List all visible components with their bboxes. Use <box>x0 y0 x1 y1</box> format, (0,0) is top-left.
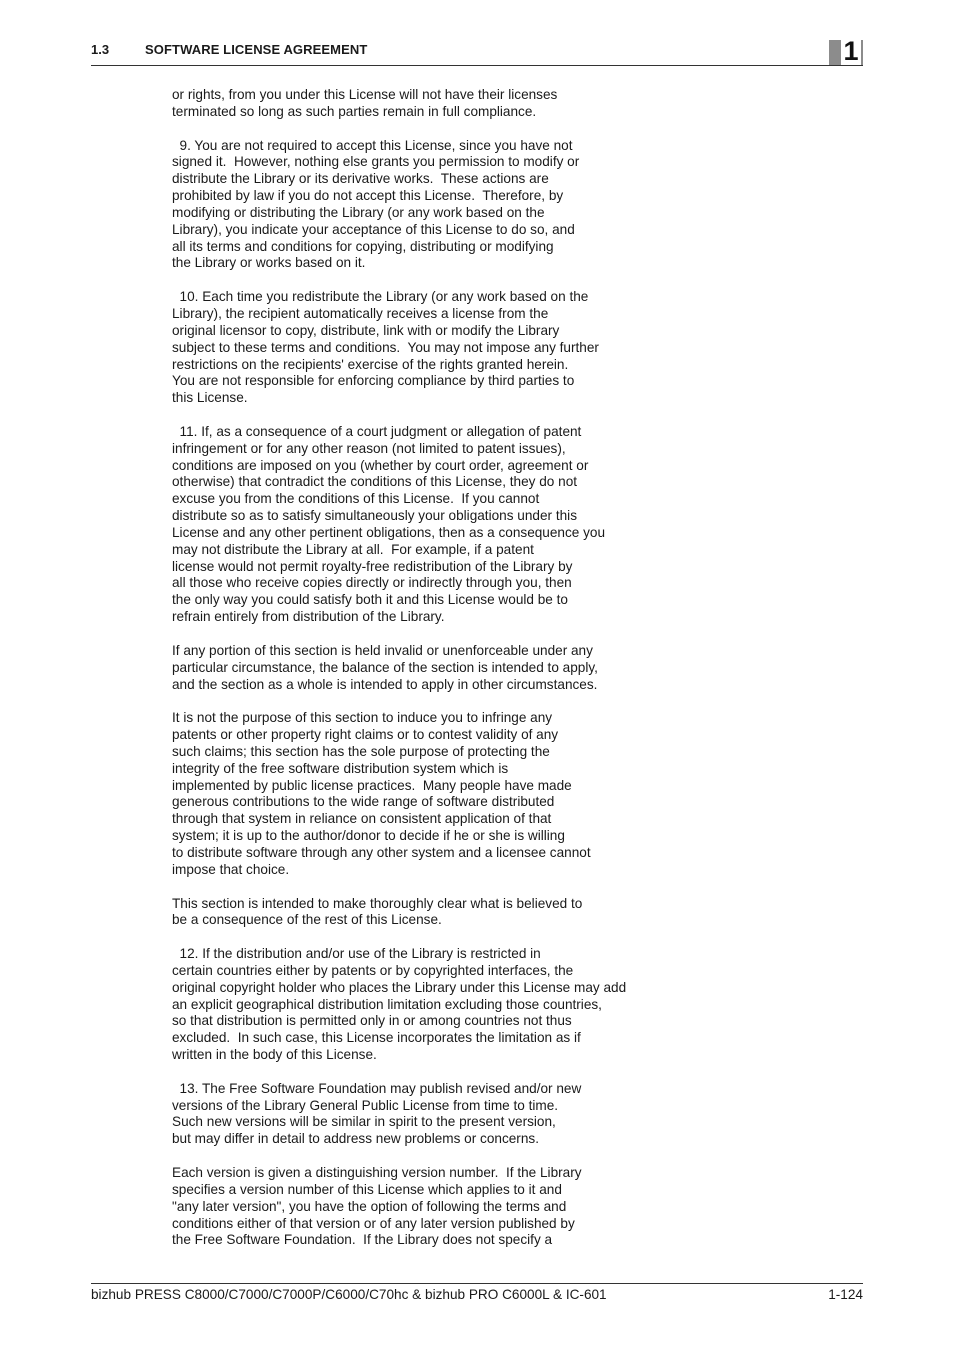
footer-product-name: bizhub PRESS C8000/C7000/C7000P/C6000/C70hc & bizhub PRO C6000L & IC-601 <box>91 1287 607 1302</box>
text-line: implemented by public license practices. Many people have made <box>172 777 572 793</box>
paragraph <box>172 424 672 626</box>
text-line: conditions are imposed on you (whether by court order, agreement or <box>172 457 589 473</box>
page-number: 1-124 <box>828 1287 863 1302</box>
text-line: It is not the purpose of this section to induce you to infringe any <box>172 710 553 726</box>
text-line: or rights, from you under this License will not have their licenses <box>172 87 558 102</box>
text-line: and the section as a whole is intended to apply in other circumstances. <box>172 676 598 692</box>
text-line: 13. The Free Software Foundation may publish revised and/or new <box>172 1080 582 1096</box>
text-line: original licensor to copy, distribute, link with or modify the Library <box>172 322 560 338</box>
text-line: conditions either of that version or of any later version published by <box>172 1215 575 1231</box>
text-line: 12. If the distribution and/or use of the Library is restricted in <box>172 946 541 962</box>
text-line: Each version is given a distinguishing version number. If the Library <box>172 1165 582 1180</box>
text-line: Library), the recipient automatically receives a license from the <box>172 305 549 321</box>
text-line: to distribute software through any other system and a licensee cannot <box>172 844 591 860</box>
page-footer <box>91 1283 863 1313</box>
page-header <box>91 36 863 66</box>
text-line: otherwise) that contradict the conditions of this License, they do not <box>172 474 578 490</box>
text-line: signed it. However, nothing else grants you permission to modify or <box>172 154 580 170</box>
text-line: modifying or distributing the Library (or any work based on the <box>172 204 545 220</box>
text-line: written in the body of this License. <box>172 1047 377 1063</box>
header-rule <box>91 65 863 66</box>
text-line: license would not permit royalty-free redistribution of the Library by <box>172 558 573 574</box>
text-line: may not distribute the Library at all. For example, if a patent <box>172 541 534 557</box>
text-line: integrity of the free software distribution system which is <box>172 760 509 776</box>
footer-rule <box>91 1283 863 1284</box>
text-line: 11. If, as a consequence of a court judgment or allegation of patent <box>172 423 582 439</box>
text-line: original copyright holder who places the Library under this License may add <box>172 979 627 995</box>
text-line: patents or other property right claims or to contest validity of any <box>172 727 559 743</box>
text-line: restrictions on the recipients' exercise of the rights granted herein. <box>172 356 569 372</box>
text-line: excluded. In such case, this License incorporates the limitation as if <box>172 1030 581 1046</box>
paragraph <box>172 289 672 407</box>
paragraph <box>172 1165 672 1249</box>
paragraph <box>172 896 672 930</box>
chapter-tab <box>829 36 863 66</box>
paragraph <box>172 946 672 1064</box>
text-line: system; it is up to the author/donor to decide if he or she is willing <box>172 828 565 844</box>
text-line: specifies a version number of this License which applies to it and <box>172 1181 562 1197</box>
text-line: License and any other pertinent obligations, then as a consequence you <box>172 524 606 540</box>
text-line: through that system in reliance on consistent application of that <box>172 811 552 827</box>
text-line: particular circumstance, the balance of the section is intended to apply, <box>172 659 598 675</box>
text-line: so that distribution is permitted only in or among countries not thus <box>172 1013 572 1029</box>
text-line: Such new versions will be similar in spirit to the present version, <box>172 1114 556 1130</box>
text-line: infringement or for any other reason (not limited to patent issues), <box>172 440 566 456</box>
text-line: refrain entirely from distribution of the Library. <box>172 609 445 625</box>
text-line: 10. Each time you redistribute the Library (or any work based on the <box>172 289 589 305</box>
text-line: generous contributions to the wide range of software distributed <box>172 794 555 810</box>
text-line: but may differ in detail to address new problems or concerns. <box>172 1131 539 1147</box>
text-line: You are not responsible for enforcing compliance by third parties to <box>172 373 575 389</box>
text-line: the Library or works based on it. <box>172 255 366 271</box>
text-line: excuse you from the conditions of this License. If you cannot <box>172 491 540 507</box>
text-line: prohibited by law if you do not accept this License. Therefore, by <box>172 188 564 204</box>
paragraph <box>172 138 672 273</box>
text-line: 9. You are not required to accept this License, since you have not <box>172 137 573 153</box>
text-line: versions of the Library General Public License from time to time. <box>172 1097 559 1113</box>
text-line: distribute the Library or its derivative works. These actions are <box>172 171 549 187</box>
text-line: be a consequence of the rest of this License. <box>172 912 442 928</box>
text-line: this License. <box>172 390 248 406</box>
section-title: SOFTWARE LICENSE AGREEMENT <box>145 42 368 57</box>
text-line: subject to these terms and conditions. You may not impose any further <box>172 339 599 355</box>
paragraph <box>172 710 672 878</box>
chapter-number: 1 <box>841 38 861 65</box>
text-line: impose that choice. <box>172 861 290 877</box>
text-line: Library), you indicate your acceptance of this License to do so, and <box>172 221 575 237</box>
license-text-body <box>172 87 672 1266</box>
text-line: such claims; this section has the sole purpose of protecting the <box>172 743 550 759</box>
text-line: This section is intended to make thoroughly clear what is believed to <box>172 895 583 911</box>
text-line: certain countries either by patents or by copyrighted interfaces, the <box>172 962 574 978</box>
text-line: an explicit geographical distribution limitation excluding those countries, <box>172 996 602 1012</box>
text-line: the Free Software Foundation. If the Library does not specify a <box>172 1232 553 1248</box>
text-line: all its terms and conditions for copying, distributing or modifying <box>172 238 554 254</box>
text-line: the only way you could satisfy both it and this License would be to <box>172 592 568 608</box>
text-line: all those who receive copies directly or indirectly through you, then <box>172 575 572 591</box>
text-line: If any portion of this section is held invalid or unenforceable under any <box>172 642 593 658</box>
text-line: distribute so as to satisfy simultaneously your obligations under this <box>172 508 577 524</box>
text-line: "any later version", you have the option of following the terms and <box>172 1198 567 1214</box>
paragraph <box>172 1081 672 1148</box>
paragraph <box>172 87 672 121</box>
paragraph <box>172 643 672 694</box>
section-number: 1.3 <box>91 42 110 57</box>
text-line: terminated so long as such parties remain in full compliance. <box>172 103 537 119</box>
